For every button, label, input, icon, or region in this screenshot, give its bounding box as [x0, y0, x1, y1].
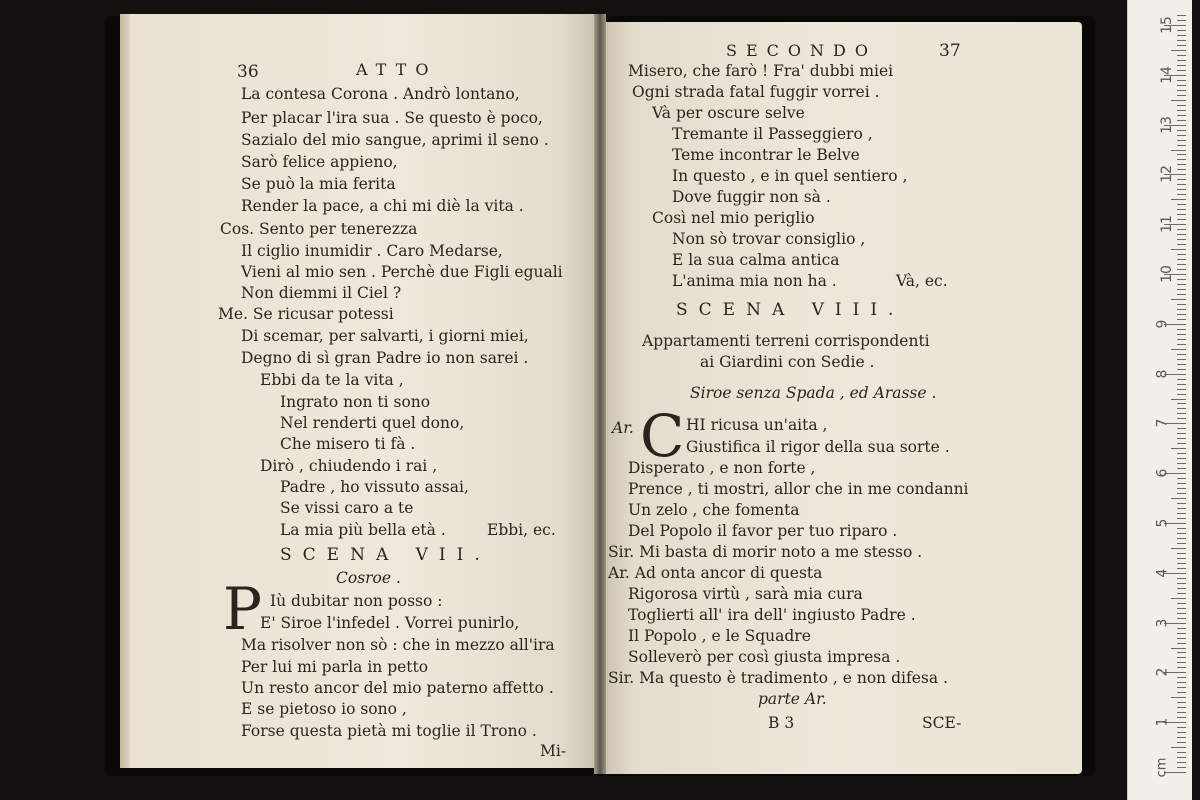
ruler-tick — [1177, 85, 1186, 86]
ruler-tick — [1177, 588, 1186, 589]
ruler-tick — [1177, 35, 1186, 36]
ruler-tick — [1177, 20, 1186, 21]
ruler-tick — [1177, 189, 1186, 190]
ruler-tick — [1177, 707, 1186, 708]
ruler-tick — [1177, 603, 1186, 604]
verse-line: Sir. Ma questo è tradimento , e non difesa . — [608, 669, 948, 687]
ruler-tick — [1177, 364, 1186, 365]
ruler-tick — [1177, 488, 1186, 489]
ruler-tick — [1177, 712, 1186, 713]
ruler-tick — [1177, 613, 1186, 614]
page-number: 36 — [237, 62, 259, 82]
ruler-tick — [1177, 618, 1186, 619]
ruler-tick — [1177, 433, 1186, 434]
ruler-tick — [1177, 732, 1186, 733]
ruler-tick — [1177, 244, 1186, 245]
ruler-tick — [1177, 468, 1186, 469]
verse-line: Sazialo del mio sangue, aprimi il seno . — [241, 131, 549, 149]
ruler-label: 3 — [1154, 618, 1171, 628]
ruler-tick — [1177, 518, 1186, 519]
ruler-unit: cm — [1154, 757, 1170, 778]
ruler-label: 14 — [1158, 65, 1175, 84]
ruler-tick — [1177, 428, 1186, 429]
ruler-tick — [1171, 747, 1186, 748]
ruler-tick — [1171, 448, 1186, 449]
ruler-tick — [1177, 334, 1186, 335]
ruler-tick — [1177, 403, 1186, 404]
signature-mark: B 3 — [768, 714, 795, 732]
ruler-tick — [1177, 533, 1186, 534]
ruler-tick — [1177, 254, 1186, 255]
ruler-tick — [1177, 329, 1186, 330]
running-head: ATTO — [356, 60, 438, 79]
verse-line: Del Popolo il favor per tuo riparo . — [628, 522, 898, 540]
ruler-tick — [1177, 130, 1186, 131]
ruler-tick — [1177, 90, 1186, 91]
verse-line: Per lui mi parla in petto — [241, 658, 429, 676]
ruler-tick — [1171, 100, 1186, 101]
verse-line: Ar. Ad onta ancor di questa — [608, 564, 823, 582]
ruler-tick — [1177, 359, 1186, 360]
speaker-label: Ar. — [612, 419, 634, 437]
ruler-label: 6 — [1154, 468, 1171, 478]
ruler-tick — [1177, 40, 1186, 41]
ruler-tick — [1177, 140, 1186, 141]
verse-line: Iù dubitar non posso : — [270, 592, 443, 610]
ruler-tick — [1177, 687, 1186, 688]
verse-line: Misero, che farò ! Fra' dubbi miei — [628, 62, 894, 80]
ruler-tick — [1177, 513, 1186, 514]
ruler-tick — [1171, 349, 1186, 350]
ruler-tick — [1177, 145, 1186, 146]
ruler-tick — [1177, 184, 1186, 185]
verse-line: Prence , ti mostri, allor che in me condanni — [628, 480, 969, 498]
verse-line: Nel renderti quel dono, — [280, 414, 465, 432]
ruler-tick — [1177, 294, 1186, 295]
ruler-tick — [1177, 264, 1186, 265]
ruler-label: 13 — [1158, 115, 1175, 134]
ruler-tick — [1177, 179, 1186, 180]
ruler-tick — [1171, 598, 1186, 599]
ruler-tick — [1177, 628, 1186, 629]
ruler-label: 1 — [1154, 717, 1171, 727]
ruler-tick — [1177, 209, 1186, 210]
verse-line: Ebbi da te la vita , — [260, 371, 404, 389]
ruler-tick — [1177, 154, 1186, 155]
ruler-tick — [1177, 667, 1186, 668]
ruler-tick — [1177, 478, 1186, 479]
verse-line: Un zelo , che fomenta — [628, 501, 800, 519]
ruler-tick — [1177, 120, 1186, 121]
ruler-tick — [1177, 767, 1186, 768]
ruler-tick — [1177, 80, 1186, 81]
ruler-tick — [1177, 30, 1186, 31]
characters: Siroe senza Spada , ed Arasse . — [690, 384, 937, 402]
scene-character: Cosroe . — [336, 569, 401, 587]
ruler-tick — [1177, 65, 1186, 66]
verse-line: Rigorosa virtù , sarà mia cura — [628, 585, 863, 603]
ruler-tick — [1177, 503, 1186, 504]
ruler-tick — [1177, 463, 1186, 464]
ruler-tick — [1177, 583, 1186, 584]
ruler-tick — [1177, 757, 1186, 758]
verse-line: In questo , e in quel sentiero , — [672, 167, 908, 185]
ruler-tick — [1171, 548, 1186, 549]
ruler-tick — [1177, 219, 1186, 220]
scene-heading: SCENA VIII. — [676, 300, 905, 320]
ruler-tick — [1177, 339, 1186, 340]
drop-cap: P — [223, 575, 263, 643]
ruler-tick — [1177, 379, 1186, 380]
ruler-tick — [1177, 508, 1186, 509]
ruler-tick — [1177, 70, 1186, 71]
ruler-tick — [1177, 543, 1186, 544]
ruler-tick — [1177, 633, 1186, 634]
ruler-tick — [1177, 717, 1186, 718]
verse-line: HI ricusa un'aita , — [686, 416, 828, 434]
ruler-tick — [1177, 289, 1186, 290]
ruler-tick — [1177, 194, 1186, 195]
ruler-tick — [1177, 742, 1186, 743]
ruler-tick — [1177, 418, 1186, 419]
catchword: SCE- — [922, 714, 962, 732]
ruler-tick — [1177, 578, 1186, 579]
ruler-label: 4 — [1154, 568, 1171, 578]
catchword-refrain: Ebbi, ec. — [487, 521, 556, 539]
ruler-tick — [1177, 702, 1186, 703]
ruler-tick — [1177, 458, 1186, 459]
verse-line: Render la pace, a chi mi diè la vita . — [241, 197, 524, 215]
ruler-label: 9 — [1154, 319, 1171, 329]
ruler-label: 12 — [1158, 165, 1175, 184]
ruler-tick — [1177, 214, 1186, 215]
ruler-tick — [1177, 483, 1186, 484]
stage-direction: parte Ar. — [758, 690, 827, 708]
ruler-tick — [1177, 643, 1186, 644]
ruler-tick — [1177, 169, 1186, 170]
verse-line: Toglierti all' ira dell' ingiusto Padre . — [628, 606, 916, 624]
verse-line: Non sò trovar consiglio , — [672, 230, 866, 248]
measuring-ruler — [1127, 0, 1192, 800]
ruler-tick — [1177, 737, 1186, 738]
setting-line: ai Giardini con Sedie . — [700, 353, 875, 371]
ruler-tick — [1177, 234, 1186, 235]
ruler-tick — [1177, 314, 1186, 315]
ruler-tick — [1177, 538, 1186, 539]
ruler-tick — [1177, 662, 1186, 663]
verse-line: Padre , ho vissuto assai, — [280, 478, 469, 496]
ruler-tick — [1177, 568, 1186, 569]
verse-line: Di scemar, per salvarti, i giorni miei, — [241, 327, 529, 345]
verse-line: Vieni al mio sen . Perchè due Figli eguali — [241, 263, 563, 281]
verse-line: Non diemmi il Ciel ? — [241, 284, 402, 302]
ruler-tick — [1177, 408, 1186, 409]
verse-line: E la sua calma antica — [672, 251, 840, 269]
ruler-tick — [1177, 608, 1186, 609]
ruler-label: 7 — [1154, 418, 1171, 428]
ruler-label: 5 — [1154, 518, 1171, 528]
ruler-tick — [1177, 389, 1186, 390]
right-page — [600, 22, 1082, 774]
ruler-tick — [1177, 553, 1186, 554]
ruler-tick — [1171, 648, 1186, 649]
ruler-tick — [1177, 384, 1186, 385]
verse-line: Ingrato non ti sono — [280, 393, 431, 411]
ruler-tick — [1171, 399, 1186, 400]
verse-line: E se pietoso io sono , — [241, 700, 407, 718]
verse-line: Và per oscure selve — [652, 104, 805, 122]
verse-line: Che misero ti fà . — [280, 435, 416, 453]
setting-line: Appartamenti terreni corrispondenti — [642, 332, 930, 350]
ruler-tick — [1177, 354, 1186, 355]
ruler-label: 11 — [1158, 215, 1175, 234]
ruler-tick — [1177, 279, 1186, 280]
ruler-tick — [1177, 493, 1186, 494]
ruler-tick — [1171, 697, 1186, 698]
ruler-tick — [1177, 304, 1186, 305]
ruler-tick — [1171, 150, 1186, 151]
ruler-tick — [1177, 369, 1186, 370]
ruler-tick — [1177, 762, 1186, 763]
verse-line: E' Siroe l'infedel . Vorrei punirlo, — [260, 614, 520, 632]
ruler-tick — [1177, 204, 1186, 205]
left-page — [120, 14, 598, 768]
ruler-tick — [1177, 60, 1186, 61]
verse-line: Sarò felice appieno, — [241, 153, 398, 171]
ruler-tick — [1177, 319, 1186, 320]
ruler-tick — [1171, 199, 1186, 200]
running-head: SECONDO — [726, 41, 877, 60]
ruler-label: 8 — [1154, 369, 1171, 379]
verse-line: Dove fuggir non sà . — [672, 188, 831, 206]
ruler-tick — [1177, 394, 1186, 395]
ruler-tick — [1177, 677, 1186, 678]
ruler-tick — [1177, 239, 1186, 240]
ruler-label: 15 — [1158, 16, 1175, 34]
verse-line: Ogni strada fatal fuggir vorrei . — [632, 83, 880, 101]
verse-line: Per placar l'ira sua . Se questo è poco, — [241, 109, 543, 127]
ruler-tick — [1177, 229, 1186, 230]
verse-line: Solleverò per così giusta impresa . — [628, 648, 901, 666]
ruler-tick — [1177, 55, 1186, 56]
verse-line: La mia più bella età . — [280, 521, 446, 539]
ruler-tick — [1177, 15, 1186, 16]
ruler-tick — [1177, 657, 1186, 658]
verse-line: Tremante il Passeggiero , — [672, 125, 873, 143]
ruler-tick — [1171, 498, 1186, 499]
verse-line: Il Popolo , e le Squadre — [628, 627, 811, 645]
ruler-tick — [1177, 413, 1186, 414]
ruler-tick — [1177, 110, 1186, 111]
ruler-tick — [1177, 45, 1186, 46]
verse-line: Me. Se ricusar potessi — [218, 305, 394, 323]
verse-line: Sir. Mi basta di morir noto a me stesso . — [608, 543, 923, 561]
ruler-tick — [1177, 115, 1186, 116]
ruler-tick — [1177, 443, 1186, 444]
verse-line: Teme incontrar le Belve — [672, 146, 860, 164]
verse-line: Se può la mia ferita — [241, 175, 396, 193]
ruler-tick — [1177, 558, 1186, 559]
ruler-tick — [1171, 249, 1186, 250]
page-edge — [120, 14, 130, 768]
verse-line: Dirò , chiudendo i rai , — [260, 457, 438, 475]
ruler-tick — [1177, 652, 1186, 653]
verse-line: Giustifica il rigor della sua sorte . — [686, 438, 950, 456]
verse-line: Forse questa pietà mi toglie il Trono . — [241, 722, 537, 740]
scene-heading: SCENA VII. — [280, 545, 491, 565]
ruler-tick — [1177, 752, 1186, 753]
ruler-tick — [1177, 528, 1186, 529]
ruler-tick — [1177, 105, 1186, 106]
ruler-tick — [1177, 453, 1186, 454]
refrain: Và, ec. — [896, 272, 948, 290]
verse-line: Il ciglio inumidir . Caro Medarse, — [241, 242, 503, 260]
verse-line: Così nel mio periglio — [652, 209, 815, 227]
ruler-tick — [1177, 593, 1186, 594]
ruler-tick — [1177, 638, 1186, 639]
ruler-tick — [1177, 727, 1186, 728]
ruler-tick — [1177, 164, 1186, 165]
ruler-tick — [1177, 259, 1186, 260]
catchword: Mi- — [540, 742, 567, 760]
ruler-tick — [1177, 284, 1186, 285]
ruler-tick — [1177, 309, 1186, 310]
drop-cap: C — [640, 402, 685, 470]
ruler-tick — [1177, 563, 1186, 564]
verse-line: Ma risolver non sò : che in mezzo all'ira — [241, 636, 555, 654]
ruler-tick — [1177, 95, 1186, 96]
ruler-label: 2 — [1154, 667, 1171, 677]
page-number: 37 — [939, 41, 961, 61]
verse-line: La contesa Corona . Andrò lontano, — [241, 85, 520, 103]
ruler-tick — [1177, 159, 1186, 160]
ruler-tick — [1171, 299, 1186, 300]
verse-line: Cos. Sento per tenerezza — [220, 220, 418, 238]
ruler-tick — [1177, 692, 1186, 693]
verse-line: L'anima mia non ha . — [672, 272, 837, 290]
ruler-label: 10 — [1158, 265, 1175, 283]
ruler-tick — [1171, 50, 1186, 51]
ruler-tick — [1177, 438, 1186, 439]
verse-line: Un resto ancor del mio paterno affetto . — [241, 679, 554, 697]
verse-line: Degno di sì gran Padre io non sarei . — [241, 349, 529, 367]
verse-line: Se vissi caro a te — [280, 499, 414, 517]
ruler-tick — [1177, 682, 1186, 683]
ruler-tick — [1177, 269, 1186, 270]
verse-line: Disperato , e non forte , — [628, 459, 816, 477]
ruler-tick — [1177, 344, 1186, 345]
ruler-tick — [1177, 135, 1186, 136]
book-gutter — [594, 14, 606, 774]
